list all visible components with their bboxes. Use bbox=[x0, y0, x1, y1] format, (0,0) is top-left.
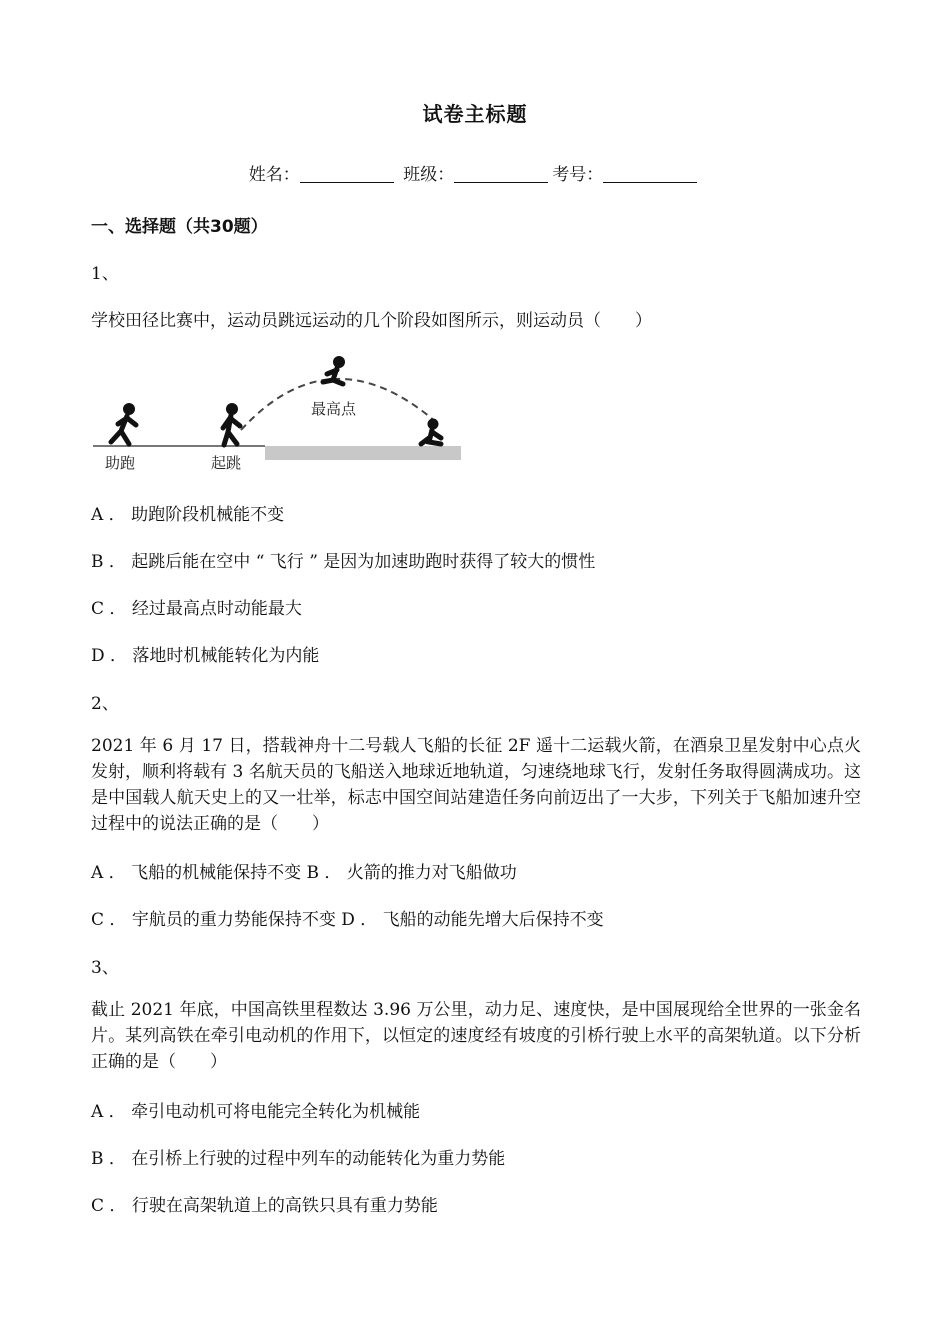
exam-no-label: 考号： bbox=[552, 165, 604, 185]
runner-silhouette bbox=[111, 403, 136, 444]
highest-point-label: 最高点 bbox=[311, 400, 357, 418]
option-b[interactable]: B ． 在引桥上行驶的过程中列车的动能转化为重力势能 bbox=[91, 1149, 506, 1169]
section-title: 一、选择题（共30题） bbox=[91, 217, 268, 237]
landing-silhouette bbox=[421, 419, 441, 445]
class-blank[interactable] bbox=[454, 164, 548, 183]
airborne-silhouette bbox=[323, 356, 345, 384]
run-up-label: 助跑 bbox=[105, 454, 136, 472]
option-cd[interactable]: C ． 宇航员的重力势能保持不变 D ． 飞船的动能先增大后保持不变 bbox=[91, 910, 604, 930]
sand-pit bbox=[265, 446, 461, 460]
question-number: 3、 bbox=[91, 958, 119, 978]
option-d[interactable]: D ． 落地时机械能转化为内能 bbox=[91, 646, 320, 666]
exam-no-blank[interactable] bbox=[603, 164, 697, 183]
takeoff-label: 起跳 bbox=[211, 454, 242, 472]
option-c[interactable]: C ． 行驶在高架轨道上的高铁只具有重力势能 bbox=[91, 1196, 438, 1216]
takeoff-silhouette bbox=[223, 403, 240, 445]
option-b[interactable]: B ． 起跳后能在空中 “ 飞行 ” 是因为加速助跑时获得了较大的惯性 bbox=[91, 552, 596, 572]
name-blank[interactable] bbox=[300, 164, 394, 183]
question-stem: 2021 年 6 月 17 日，搭载神舟十二号载人飞船的长征 2F 遥十二运载火箭，在酒泉卫星发射中心点火发射，顺利将载有 3 名航天员的飞船送入地球近地轨道，匀速绕地球飞行，发射任务取得圆满成功。这是中国载人航天史上的又一壮举，标志中国空间站建造任务向前迈出了一大步，下列关于飞船加速升空过程中的说法正确的是（ ） bbox=[91, 736, 861, 834]
student-info-row bbox=[0, 160, 950, 185]
name-label: 姓名： bbox=[248, 165, 300, 185]
option-ab[interactable]: A ． 飞船的机械能保持不变 B ． 火箭的推力对飞船做功 bbox=[91, 863, 517, 883]
question-number: 2、 bbox=[91, 694, 119, 714]
option-a[interactable]: A ． 牵引电动机可将电能完全转化为机械能 bbox=[91, 1102, 421, 1122]
option-a[interactable]: A ． 助跑阶段机械能不变 bbox=[91, 505, 285, 525]
page-title: 试卷主标题 bbox=[422, 102, 528, 126]
long-jump-figure bbox=[91, 352, 463, 478]
long-jump-illustration bbox=[91, 352, 463, 474]
question-stem: 学校田径比赛中，运动员跳远运动的几个阶段如图所示，则运动员（ ） bbox=[91, 311, 652, 331]
option-c[interactable]: C ． 经过最高点时动能最大 bbox=[91, 599, 302, 619]
question-stem: 截止 2021 年底，中国高铁里程数达 3.96 万公里，动力足、速度快，是中国展现给全世界的一张金名片。某列高铁在牵引电动机的作用下，以恒定的速度经有坡度的引桥行驶上水平的高架轨道。以下分析正确的是（ ） bbox=[91, 1000, 861, 1072]
question-number: 1、 bbox=[91, 264, 119, 284]
class-label: 班级： bbox=[403, 165, 455, 185]
